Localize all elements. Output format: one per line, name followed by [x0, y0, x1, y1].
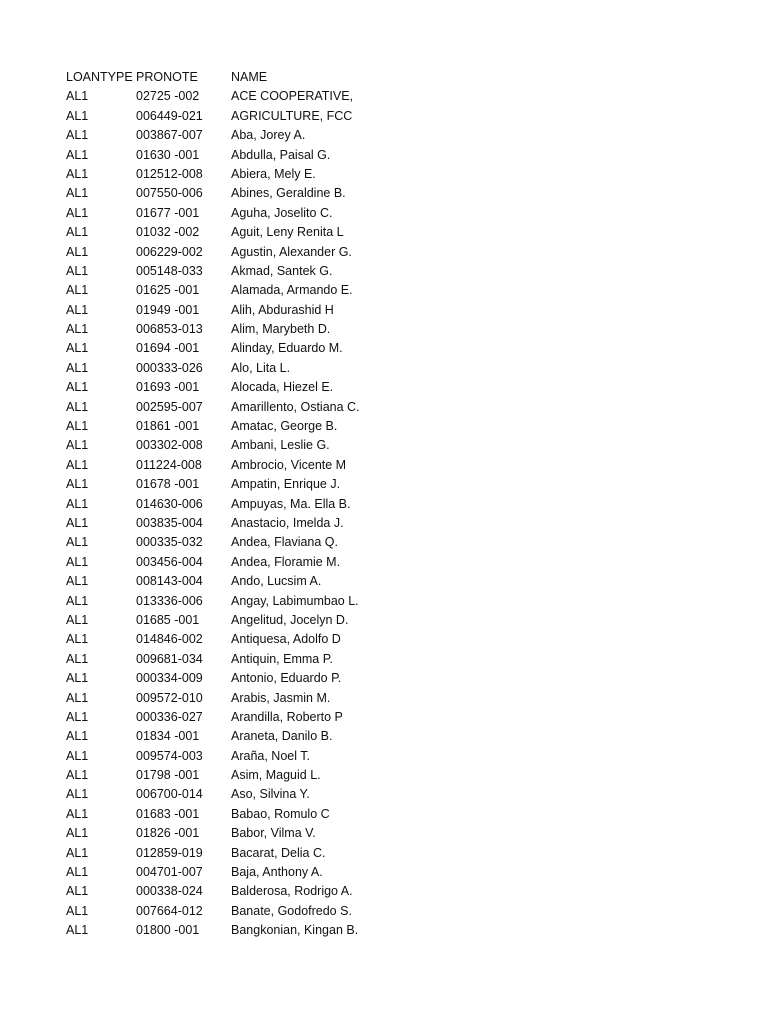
pronote-cell: 007550-006	[136, 186, 203, 201]
table-row	[66, 359, 666, 378]
name-cell: Antiquin, Emma P.	[231, 651, 333, 666]
name-cell: Ambrocio, Vicente M	[231, 457, 347, 472]
table-row	[66, 378, 666, 397]
loantype-cell: AL1	[66, 729, 89, 744]
table-row	[66, 572, 666, 591]
loantype-cell: AL1	[66, 283, 89, 298]
table-body	[66, 87, 666, 940]
name-cell: Araña, Noel T.	[231, 748, 310, 763]
loantype-cell: AL1	[66, 574, 89, 589]
table-row	[66, 805, 666, 824]
loantype-cell: AL1	[66, 826, 89, 841]
loantype-cell: AL1	[66, 865, 89, 880]
name-cell: Alocada, Hiezel E.	[231, 380, 334, 395]
loantype-cell: AL1	[66, 806, 89, 821]
loantype-cell: AL1	[66, 477, 89, 492]
loantype-cell: AL1	[66, 496, 89, 511]
name-cell: Alim, Marybeth D.	[231, 322, 331, 337]
name-cell: Banate, Godofredo S.	[231, 903, 352, 918]
header-loantype: LOANTYPE	[66, 70, 133, 84]
pronote-cell: 009681-034	[136, 651, 203, 666]
table-row	[66, 689, 666, 708]
loantype-cell: AL1	[66, 341, 89, 356]
pronote-cell: 011224-008	[136, 457, 202, 472]
loantype-cell: AL1	[66, 748, 89, 763]
pronote-cell: 007664-012	[136, 903, 203, 918]
name-cell: Abiera, Mely E.	[231, 166, 316, 181]
name-cell: Agustin, Alexander G.	[231, 244, 352, 259]
name-cell: Amatac, George B.	[231, 419, 338, 434]
loantype-cell: AL1	[66, 923, 89, 938]
pronote-cell: 01678 -001	[136, 477, 200, 492]
table-row	[66, 824, 666, 843]
loantype-cell: AL1	[66, 515, 89, 530]
name-cell: Aso, Silvina Y.	[231, 787, 310, 802]
name-cell: Anastacio, Imelda J.	[231, 515, 344, 530]
name-cell: Alinday, Eduardo M.	[231, 341, 343, 356]
pronote-cell: 01630 -001	[136, 147, 200, 162]
name-cell: Alo, Lita L.	[231, 360, 291, 375]
pronote-cell: 002595-007	[136, 399, 203, 414]
loantype-cell: AL1	[66, 632, 89, 647]
name-cell: Asim, Maguid L.	[231, 768, 321, 783]
name-cell: Ampatin, Enrique J.	[231, 477, 341, 492]
pronote-cell: 000338-024	[136, 884, 203, 899]
pronote-cell: 003456-004	[136, 554, 203, 569]
pronote-cell: 014630-006	[136, 496, 203, 511]
table-row	[66, 882, 666, 901]
table-row	[66, 436, 666, 455]
loantype-cell: AL1	[66, 302, 89, 317]
table-row	[66, 747, 666, 766]
loantype-cell: AL1	[66, 903, 89, 918]
table-row	[66, 146, 666, 165]
table-row	[66, 902, 666, 921]
header-pronote: PRONOTE	[136, 70, 198, 84]
name-cell: Amarillento, Ostiana C.	[231, 399, 360, 414]
pronote-cell: 008143-004	[136, 574, 203, 589]
loantype-cell: AL1	[66, 380, 89, 395]
loantype-cell: AL1	[66, 186, 89, 201]
name-cell: Alamada, Armando E.	[231, 283, 353, 298]
table-row	[66, 339, 666, 358]
table-row	[66, 611, 666, 630]
table-row	[66, 863, 666, 882]
loantype-cell: AL1	[66, 89, 89, 104]
pronote-cell: 01861 -001	[136, 419, 200, 434]
pronote-cell: 012859-019	[136, 845, 203, 860]
loantype-cell: AL1	[66, 884, 89, 899]
name-cell: Araneta, Danilo B.	[231, 729, 333, 744]
table-row	[66, 87, 666, 106]
loantype-cell: AL1	[66, 612, 89, 627]
table-row	[66, 650, 666, 669]
pronote-cell: 01949 -001	[136, 302, 200, 317]
pronote-cell: 006700-014	[136, 787, 203, 802]
table-row	[66, 592, 666, 611]
table-row	[66, 165, 666, 184]
pronote-cell: 02725 -002	[136, 89, 200, 104]
pronote-cell: 000336-027	[136, 709, 203, 724]
pronote-cell: 01694 -001	[136, 341, 200, 356]
name-cell: ACE COOPERATIVE,	[231, 89, 354, 104]
name-cell: Abines, Geraldine B.	[231, 186, 346, 201]
loantype-cell: AL1	[66, 593, 89, 608]
loantype-cell: AL1	[66, 244, 89, 259]
name-cell: Angay, Labimumbao L.	[231, 593, 359, 608]
pronote-cell: 000333-026	[136, 360, 203, 375]
name-cell: Babor, Vilma V.	[231, 826, 316, 841]
pronote-cell: 01032 -002	[136, 225, 200, 240]
name-cell: Bacarat, Delia C.	[231, 845, 326, 860]
name-cell: Abdulla, Paisal G.	[231, 147, 331, 162]
loantype-cell: AL1	[66, 690, 89, 705]
pronote-cell: 01625 -001	[136, 283, 200, 298]
table-row	[66, 126, 666, 145]
pronote-cell: 01800 -001	[136, 923, 200, 938]
name-cell: Babao, Romulo C	[231, 806, 330, 821]
name-cell: Arandilla, Roberto P	[231, 709, 343, 724]
table-row	[66, 107, 666, 126]
name-cell: Arabis, Jasmin M.	[231, 690, 331, 705]
name-cell: Antonio, Eduardo P.	[231, 671, 342, 686]
pronote-cell: 01826 -001	[136, 826, 200, 841]
name-cell: Alih, Abdurashid H	[231, 302, 334, 317]
pronote-cell: 000334-009	[136, 671, 203, 686]
header-name: NAME	[231, 70, 268, 84]
name-cell: Andea, Floramie M.	[231, 554, 341, 569]
table-row	[66, 243, 666, 262]
table-row	[66, 844, 666, 863]
pronote-cell: 012512-008	[136, 166, 203, 181]
loantype-cell: AL1	[66, 671, 89, 686]
table-row	[66, 475, 666, 494]
pronote-cell: 01677 -001	[136, 205, 200, 220]
pronote-cell: 013336-006	[136, 593, 203, 608]
loantype-cell: AL1	[66, 108, 89, 123]
loantype-cell: AL1	[66, 457, 89, 472]
name-cell: Aguha, Joselito C.	[231, 205, 333, 220]
pronote-cell: 01683 -001	[136, 806, 200, 821]
pronote-cell: 003867-007	[136, 128, 203, 143]
name-cell: Angelitud, Jocelyn D.	[231, 612, 349, 627]
name-cell: Bangkonian, Kingan B.	[231, 923, 359, 938]
table-row	[66, 281, 666, 300]
loantype-cell: AL1	[66, 205, 89, 220]
table-row	[66, 204, 666, 223]
loantype-cell: AL1	[66, 263, 89, 278]
pronote-cell: 009572-010	[136, 690, 203, 705]
pronote-cell: 000335-032	[136, 535, 203, 550]
table-row	[66, 630, 666, 649]
table-row	[66, 398, 666, 417]
name-cell: AGRICULTURE, FCC	[231, 108, 353, 123]
table-row	[66, 495, 666, 514]
table-row	[66, 320, 666, 339]
table-row	[66, 417, 666, 436]
loantype-cell: AL1	[66, 399, 89, 414]
name-cell: Akmad, Santek G.	[231, 263, 333, 278]
table-row	[66, 669, 666, 688]
pronote-cell: 003302-008	[136, 438, 203, 453]
table-row	[66, 184, 666, 203]
loan-table	[66, 68, 666, 941]
pronote-cell: 006449-021	[136, 108, 203, 123]
table-row	[66, 727, 666, 746]
table-row	[66, 766, 666, 785]
table-row	[66, 301, 666, 320]
pronote-cell: 01693 -001	[136, 380, 200, 395]
loantype-cell: AL1	[66, 554, 89, 569]
pronote-cell: 006229-002	[136, 244, 203, 259]
name-cell: Aba, Jorey A.	[231, 128, 306, 143]
pronote-cell: 005148-033	[136, 263, 203, 278]
pronote-cell: 003835-004	[136, 515, 203, 530]
pronote-cell: 01685 -001	[136, 612, 200, 627]
loantype-cell: AL1	[66, 225, 89, 240]
name-cell: Baja, Anthony A.	[231, 865, 323, 880]
name-cell: Andea, Flaviana Q.	[231, 535, 339, 550]
loantype-cell: AL1	[66, 535, 89, 550]
loantype-cell: AL1	[66, 322, 89, 337]
table-row	[66, 223, 666, 242]
loantype-cell: AL1	[66, 787, 89, 802]
table-row	[66, 514, 666, 533]
pronote-cell: 01834 -001	[136, 729, 200, 744]
loantype-cell: AL1	[66, 845, 89, 860]
table-row	[66, 533, 666, 552]
loantype-cell: AL1	[66, 709, 89, 724]
table-row	[66, 785, 666, 804]
name-cell: Ambani, Leslie G.	[231, 438, 330, 453]
name-cell: Ampuyas, Ma. Ella B.	[231, 496, 351, 511]
loantype-cell: AL1	[66, 768, 89, 783]
pronote-cell: 004701-007	[136, 865, 203, 880]
loantype-cell: AL1	[66, 128, 89, 143]
name-cell: Balderosa, Rodrigo A.	[231, 884, 353, 899]
pronote-cell: 009574-003	[136, 748, 203, 763]
loantype-cell: AL1	[66, 651, 89, 666]
table-row	[66, 262, 666, 281]
name-cell: Aguit, Leny Renita L	[231, 225, 344, 240]
table-row	[66, 708, 666, 727]
loantype-cell: AL1	[66, 147, 89, 162]
loantype-cell: AL1	[66, 166, 89, 181]
table-row	[66, 456, 666, 475]
loantype-cell: AL1	[66, 438, 89, 453]
table-header	[66, 68, 666, 87]
name-cell: Ando, Lucsim A.	[231, 574, 322, 589]
pronote-cell: 01798 -001	[136, 768, 200, 783]
name-cell: Antiquesa, Adolfo D	[231, 632, 341, 647]
pronote-cell: 006853-013	[136, 322, 203, 337]
loantype-cell: AL1	[66, 360, 89, 375]
table-row	[66, 921, 666, 940]
table-row	[66, 553, 666, 572]
pronote-cell: 014846-002	[136, 632, 203, 647]
loantype-cell: AL1	[66, 419, 89, 434]
